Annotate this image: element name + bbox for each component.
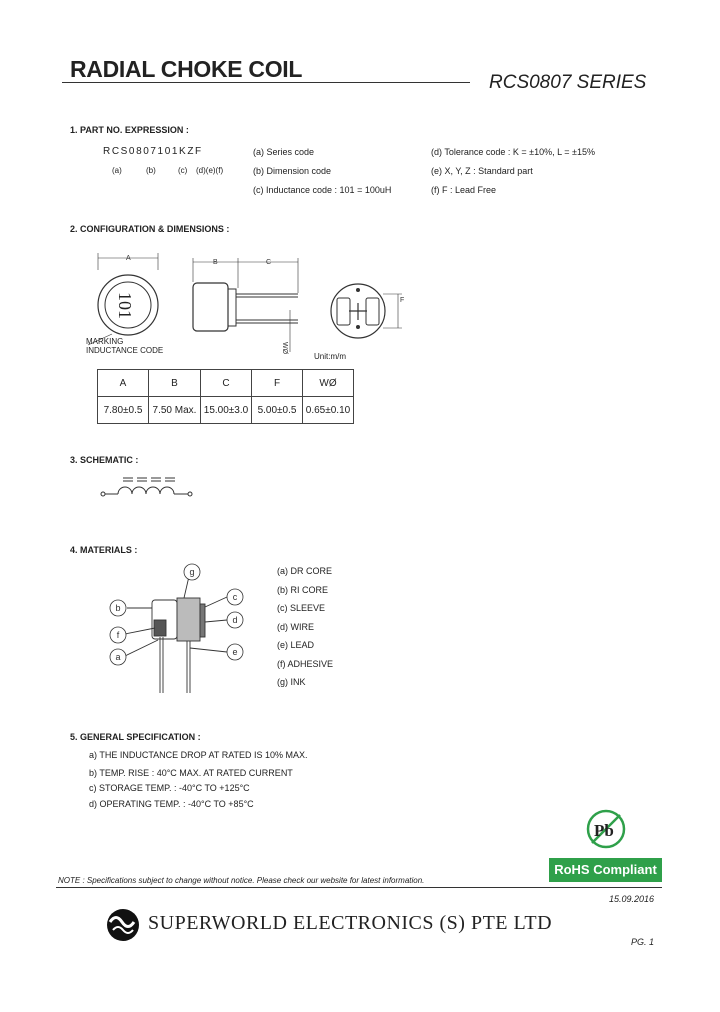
part-code: RCS0807101KZF <box>103 146 203 157</box>
table-header-cell: F <box>252 370 303 397</box>
rohs-badge: RoHS Compliant <box>549 858 662 882</box>
dimensions-table <box>97 369 354 424</box>
spec-item: c) STORAGE TEMP. : -40°C TO +125°C <box>89 783 250 793</box>
desc-b: (b) Dimension code <box>253 166 332 176</box>
dim-label-c: C <box>266 259 272 266</box>
callout-e: e <box>232 647 238 657</box>
document-title: RADIAL CHOKE COIL <box>70 56 303 82</box>
dim-label-a: A <box>126 255 131 262</box>
desc-c: (c) Inductance code : 101 = 100uH <box>253 185 392 195</box>
coil-side-view <box>193 258 298 352</box>
material-item: (b) RI CORE <box>277 585 329 595</box>
lead-dot-bottom <box>356 325 360 329</box>
callout-d: d <box>232 615 238 625</box>
table-cell: 15.00±3.0 <box>201 397 252 424</box>
spec-item: b) TEMP. RISE : 40°C MAX. AT RATED CURRENT <box>89 768 293 778</box>
spec-item: d) OPERATING TEMP. : -40°C TO +85°C <box>89 799 254 809</box>
callout-f: f <box>116 630 120 640</box>
coil-bottom-view <box>331 284 405 338</box>
desc-d: (d) Tolerance code : K = ±10%, L = ±15% <box>431 147 595 157</box>
inductance-code-label: INDUCTANCE CODE <box>86 346 164 355</box>
table-row <box>98 397 354 424</box>
table-header-row <box>98 370 354 397</box>
marking-label: MARKING <box>86 337 124 346</box>
desc-f: (f) F : Lead Free <box>431 185 497 195</box>
material-item: (c) SLEEVE <box>277 603 326 613</box>
section-schematic-heading: 3. SCHEMATIC : <box>70 455 139 465</box>
footer-date: 15.09.2016 <box>609 894 655 904</box>
desc-a: (a) Series code <box>253 147 315 157</box>
table-cell: 0.65±0.10 <box>303 397 354 424</box>
material-item: (a) DR CORE <box>277 566 333 576</box>
section-materials-heading: 4. MATERIALS : <box>70 545 138 555</box>
table-cell: 5.00±0.5 <box>252 397 303 424</box>
material-callouts <box>110 564 243 665</box>
footer-rule <box>56 887 662 888</box>
marker-c: (c) <box>178 166 188 175</box>
footer-note: NOTE : Specifications subject to change without notice. Please check our website for latest information. <box>58 876 425 885</box>
pb-symbol: Pb <box>594 821 614 840</box>
table-header-cell: B <box>149 370 201 397</box>
table-cell: 7.80±0.5 <box>98 397 149 424</box>
desc-e: (e) X, Y, Z : Standard part <box>431 166 533 176</box>
section-spec-heading: 5. GENERAL SPECIFICATION : <box>70 732 201 742</box>
material-item: (g) INK <box>277 677 306 687</box>
schematic-terminal-left <box>101 492 105 496</box>
material-item: (d) WIRE <box>277 622 314 632</box>
schematic-terminal-right <box>188 492 192 496</box>
page-number: PG. 1 <box>631 937 655 947</box>
table-header-cell: C <box>201 370 252 397</box>
marking-code: 101 <box>115 292 135 319</box>
section-part-no-heading: 1. PART NO. EXPRESSION : <box>70 125 189 135</box>
dim-label-b: B <box>213 259 218 266</box>
marker-b: (b) <box>146 166 156 175</box>
series-name: RCS0807 SERIES <box>489 72 647 93</box>
marker-def: (d)(e)(f) <box>196 166 224 175</box>
material-item: (e) LEAD <box>277 640 315 650</box>
unit-label: Unit:m/m <box>314 352 346 361</box>
company-logo-icon <box>107 909 139 941</box>
lead-dot-top <box>356 288 360 292</box>
dim-label-w: WØ <box>281 342 288 355</box>
callout-b: b <box>115 603 121 613</box>
material-item: (f) ADHESIVE <box>277 659 334 669</box>
callout-c: c <box>232 592 238 602</box>
callout-g: g <box>189 567 195 577</box>
dim-label-f: F <box>400 297 405 304</box>
company-name: SUPERWORLD ELECTRONICS (S) PTE LTD <box>148 912 553 934</box>
spec-item: a) THE INDUCTANCE DROP AT RATED IS 10% MAX. <box>89 750 308 760</box>
table-header-cell: A <box>98 370 149 397</box>
callout-a: a <box>115 652 121 662</box>
table-header-cell: WØ <box>303 370 354 397</box>
section-config-heading: 2. CONFIGURATION & DIMENSIONS : <box>70 224 230 234</box>
marker-a: (a) <box>112 166 122 175</box>
table-cell: 7.50 Max. <box>149 397 201 424</box>
materials-drawing <box>125 572 227 693</box>
inductor-schematic <box>103 478 190 494</box>
